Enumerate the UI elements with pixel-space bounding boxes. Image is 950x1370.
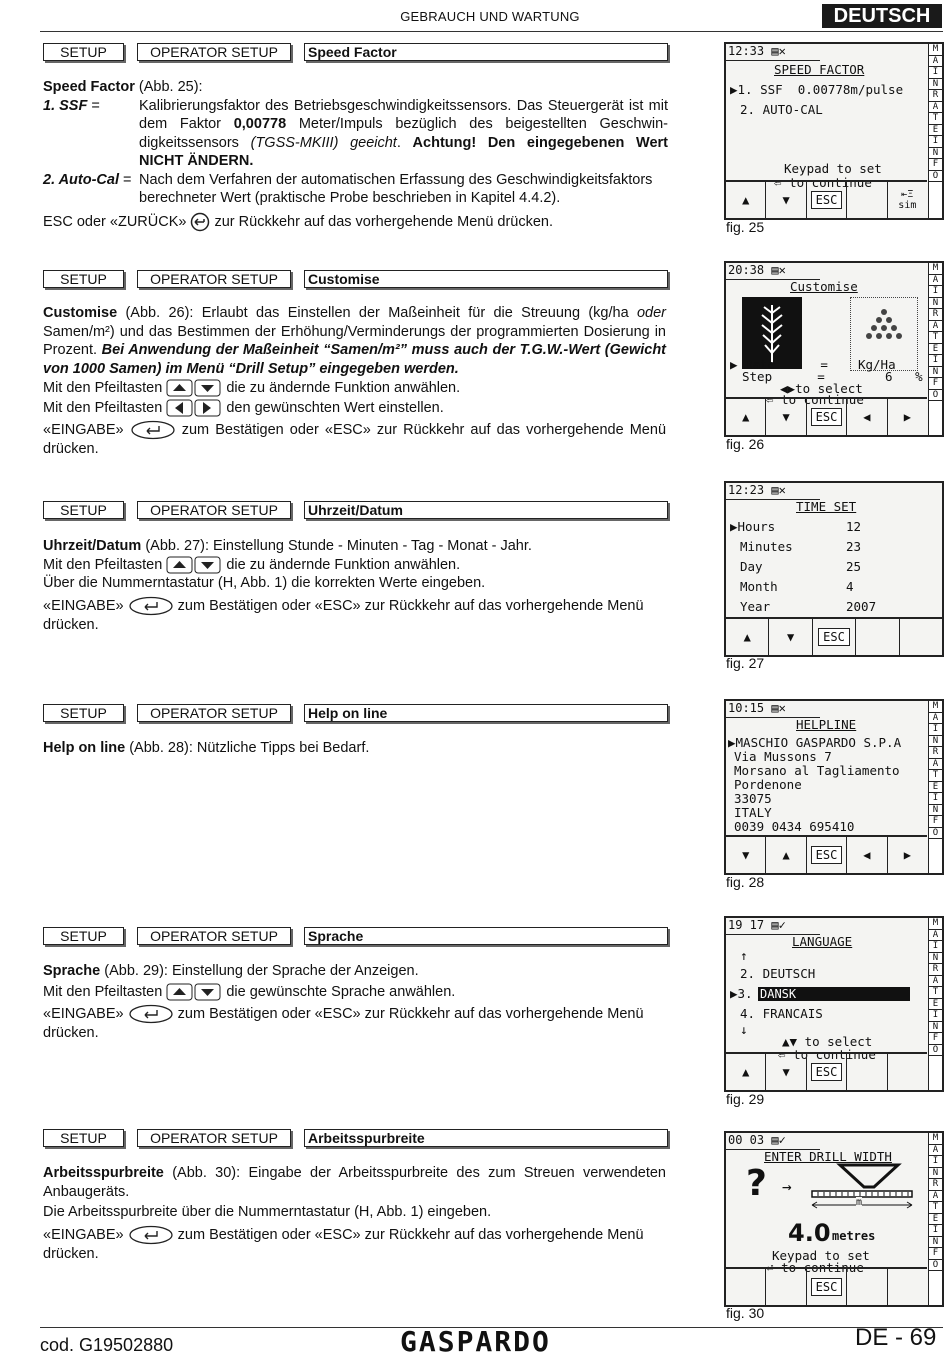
back-key-icon xyxy=(190,212,210,232)
section-body-customise: Customise (Abb. 26): Erlaubt das Einstellen der Maßeinheit für die Streuung (kg/ha oder Samen/m²) und das Bestimmen der Erhöhung/Verminderungs der programmierten Dosierung in Prozent. Bei Anwendung der Maßeinheit “Samen/m²” muss auch der T.G.W.-Wert (Gewicht von 1000 Samen) im Menü “Drill Setup” eingegeben werden. Mit den Pfeiltasten die zu ändernde Funktion anwählen. Mit den Pfeiltasten den gewünschten Wert einstellen. «EINGABE» zum Bestätigen oder «ESC» zur Rückkehr auf das vorhergehende Menü drücken. xyxy=(43,305,667,457)
up-down-keys-icon xyxy=(166,379,222,397)
breadcrumb-setup: SETUP xyxy=(43,43,124,61)
esc-key[interactable]: ESC xyxy=(813,619,856,655)
esc-key[interactable]: ESC xyxy=(807,1269,847,1305)
figure-caption: fig. 27 xyxy=(726,655,765,671)
section-body-help: Help on line (Abb. 28): Nützliche Tipps bei Bedarf. xyxy=(43,740,370,756)
enter-key-icon xyxy=(130,420,176,440)
up-down-keys-icon xyxy=(166,556,222,574)
figure-caption: fig. 28 xyxy=(726,874,765,890)
section-title: Speed Factor xyxy=(304,43,668,61)
breadcrumb-operator-setup: OPERATOR SETUP xyxy=(137,501,291,519)
down-key[interactable]: ▼ xyxy=(766,399,806,435)
up-key[interactable]: ▲ xyxy=(726,182,766,218)
enter-key-icon xyxy=(128,1004,174,1024)
breadcrumb-setup: SETUP xyxy=(43,270,124,288)
section-body-speed-factor: Speed Factor (Abb. 25): 1. SSF = Kalibrierungsfaktor des Betriebsgeschwindigkeitssensors. Das Steuergerät ist mit dem Faktor 0,00778 Meter/Impuls bezüglich des beigestellten Geschwin-digkeitssensors (TGSS-MKIII) geeicht. Achtung! Den eingegebenen Wert NICHT ÄNDERN. 2. Auto-Cal = Nach dem Verfahren der automatischen Erfassung des Geschwindigkeitsfaktors berechneter Wert (praktische Probe beschrieben in Kapitel 4.4.2). ESC oder «ZURÜCK» zur Rückkehr auf das vorhergehende Menü drücken. xyxy=(43,78,668,232)
breadcrumb-setup: SETUP xyxy=(43,501,124,519)
enter-key-icon xyxy=(128,596,174,616)
section-body-language: Sprache (Abb. 29): Einstellung der Sprache der Anzeigen. Mit den Pfeiltasten die gewünschte Sprache anwählen. «EINGABE» zum Bestätigen oder «ESC» zur Rückkehr auf das vorhergehende Menü drücken. xyxy=(43,963,644,1041)
esc-key[interactable]: ESC xyxy=(807,1054,847,1090)
drill-icon xyxy=(804,1163,914,1227)
section-body-time: Uhrzeit/Datum (Abb. 27): Einstellung Stunde - Minuten - Tag - Monat - Jahr. Mit den Pfeiltasten die zu ändernde Funktion anwählen. Über die Nummerntastatur (H, Abb. 1) die korrekten Werte eingeben. «EINGABE» zum Bestätigen oder «ESC» zur Rückkehr auf das vorhergehende Menü drücken. xyxy=(43,538,644,633)
breadcrumb-setup: SETUP xyxy=(43,927,124,945)
figure-caption: fig. 25 xyxy=(726,219,765,235)
language-badge: DEUTSCH xyxy=(822,4,942,28)
display-helpline: 10:15 ▤✕ HELPLINE ▶MASCHIO GASPARDO S.P.A Via Mussons 7 Morsano al Tagliamento Pordenone 33075 ITALY 0039 0434 695410 M A I N R A T E I N F O ▼ ▲ ESC ◀ ▶ xyxy=(724,699,944,875)
document-code: cod. G19502880 xyxy=(40,1335,174,1355)
section-title: Help on line xyxy=(304,704,668,722)
selected-language[interactable]: DANSK xyxy=(758,987,910,1001)
display-drill-width: 00 03 ▤✓ ENTER DRILL WIDTH ? → m 4.0 metres Keypad to set ⏎ to continue M A I N R A T E I N F O ESC xyxy=(724,1131,944,1307)
screen-time: 12:33 ▤✕ xyxy=(728,44,786,58)
down-key[interactable]: ▼ xyxy=(766,182,806,218)
left-right-keys-icon xyxy=(166,399,222,417)
left-key[interactable]: ◀ xyxy=(847,837,887,873)
figure-caption: fig. 30 xyxy=(726,1305,765,1321)
page-number: DE - 69 xyxy=(855,1324,937,1351)
figure-caption: fig. 26 xyxy=(726,436,765,452)
display-language: 19 17 ▤✓ LANGUAGE ↑ 2. DEUTSCH ▶3. DANSK 4. FRANCAIS ↓ ▲▼ to select ⏎ to continue M A I N R A T E I N F O ▲ ▼ ESC xyxy=(724,916,944,1092)
section-title: Uhrzeit/Datum xyxy=(304,501,668,519)
sim-key[interactable]: ⇤Ξ sim xyxy=(898,189,917,211)
display-speed-factor: 12:33 ▤✕ SPEED FACTOR ▶1. SSF 0.00778m/pulse 2. AUTO-CAL Keypad to set ⏎ to continue M A I N R A T E I N F O ▲ ▼ ESC ⇤Ξ sim xyxy=(724,42,944,220)
header-divider xyxy=(40,31,943,32)
breadcrumb-operator-setup: OPERATOR SETUP xyxy=(137,270,291,288)
section-title: Customise xyxy=(304,270,668,288)
width-value: 4.0 xyxy=(788,1219,831,1247)
right-key[interactable]: ▶ xyxy=(903,848,911,862)
section-title: Sprache xyxy=(304,927,668,945)
up-key[interactable]: ▲ xyxy=(726,1054,766,1090)
up-key[interactable]: ▲ xyxy=(726,399,766,435)
breadcrumb-operator-setup: OPERATOR SETUP xyxy=(137,927,291,945)
display-customise: 20:38 ▤✕ Customise ▶ Rate = Kg/Ha Step = 6 % ◀▶to select ⏎ to continue M A I N R A T E I N F O ▲ ▼ ESC ◀ ▶ xyxy=(724,261,944,437)
breadcrumb-setup: SETUP xyxy=(43,704,124,722)
down-key[interactable]: ▼ xyxy=(766,1054,806,1090)
up-key[interactable]: ▲ xyxy=(766,837,806,873)
down-key[interactable]: ▼ xyxy=(769,619,812,655)
brand-logo: GASPARDO xyxy=(400,1325,551,1358)
header-title: GEBRAUCH UND WARTUNG xyxy=(400,9,580,24)
breadcrumb-operator-setup: OPERATOR SETUP xyxy=(137,43,291,61)
up-down-keys-icon xyxy=(166,983,222,1001)
breadcrumb-operator-setup: OPERATOR SETUP xyxy=(137,704,291,722)
figure-caption: fig. 29 xyxy=(726,1091,765,1107)
down-key[interactable]: ▼ xyxy=(726,837,766,873)
right-key[interactable]: ▶ xyxy=(903,410,911,424)
breadcrumb-setup: SETUP xyxy=(43,1129,124,1147)
display-time-set: 12:23 ▤✕ TIME SET ▶Hours 12 Minutes 23 Day 25 Month 4 Year 2007 ▲ ▼ ESC xyxy=(724,481,944,657)
section-title: Arbeitsspurbreite xyxy=(304,1129,668,1147)
up-key[interactable]: ▲ xyxy=(726,619,769,655)
enter-key-icon xyxy=(128,1225,174,1245)
section-body-working-width: Arbeitsspurbreite (Abb. 30): Eingabe der Arbeitsspurbreite des zum Streuen verwendeten Anbaugeräts. Die Arbeitsspurbreite über die Nummerntastatur (H, Abb. 1) eingeben. «EINGABE» zum Bestätigen oder «ESC» zur Rückkehr auf das vorhergehende Menü drücken. xyxy=(43,1165,666,1262)
arrow-right-icon: → xyxy=(782,1177,792,1196)
esc-key[interactable]: ESC xyxy=(807,837,847,873)
esc-key[interactable]: ESC xyxy=(807,182,847,218)
question-mark: ? xyxy=(746,1163,767,1204)
breadcrumb-operator-setup: OPERATOR SETUP xyxy=(137,1129,291,1147)
left-key[interactable]: ◀ xyxy=(847,399,887,435)
esc-key[interactable]: ESC xyxy=(807,399,847,435)
